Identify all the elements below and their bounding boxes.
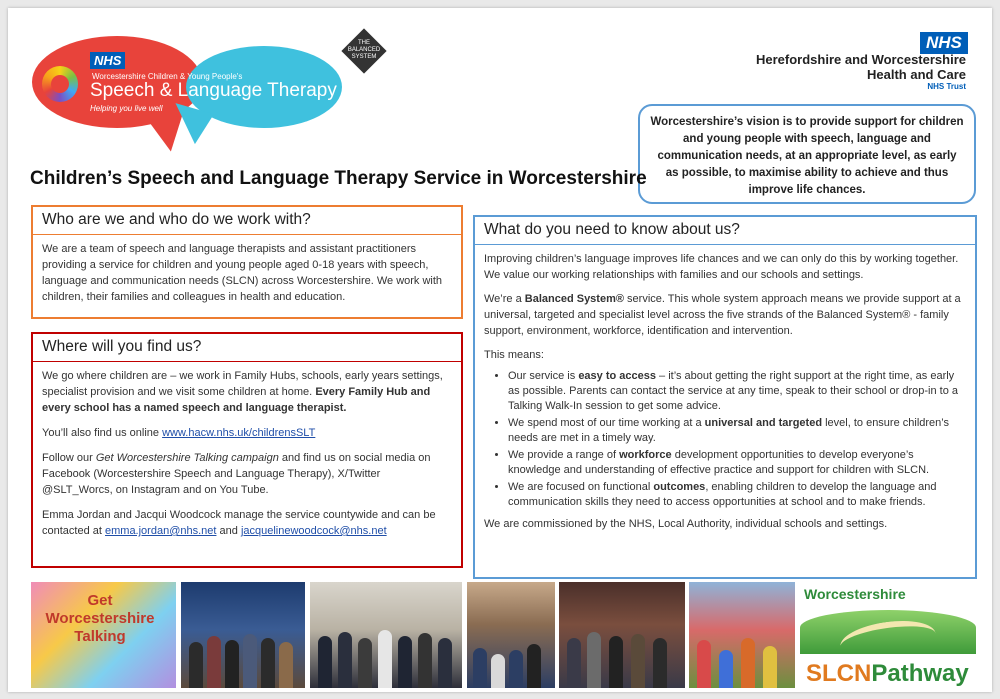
where-paragraph-4	[42, 507, 452, 539]
what-section	[473, 215, 977, 579]
school-children-photo	[467, 582, 555, 688]
trust-name-line2: Health and Care	[867, 67, 966, 82]
where-paragraph-3	[42, 450, 452, 498]
what-heading: What do you need to know about us?	[484, 221, 740, 238]
page-title: Children’s Speech and Language Therapy Service in Worcestershire	[30, 168, 647, 189]
logo-nhs-badge: NHS	[90, 52, 125, 69]
slcn-logo-top-text: Worcestershire	[804, 586, 906, 602]
slcn-pathway-logo	[800, 582, 976, 688]
list-item: • We spend most of our time working at a universal and targeted level, to ensure children’s needs are met in a timely way.	[508, 416, 966, 446]
trust-name-line1: Herefordshire and Worcestershire	[756, 52, 966, 67]
what-p2-end: service. This whole system approach means we provide support at a universal, targeted and specialist level across the five strands of the Balanced System® - family support, environment, workforce, identification and intervention.	[484, 293, 961, 337]
where-p2-text: You’ll also find us online	[42, 427, 160, 439]
where-section	[31, 332, 463, 568]
where-p4-and: and	[219, 525, 238, 537]
who-heading: Who are we and who do we work with?	[42, 211, 311, 228]
logo-subtitle: Worcestershire Children & Young People's	[92, 72, 243, 81]
logo-tagline: Helping you live well	[90, 104, 163, 113]
email-link-jacqui[interactable]: jacquelinewoodcock@nhs.net	[240, 525, 387, 537]
what-paragraph-1: Improving children’s language improves life chances and we can only do this by working together. We value our working relationships with families and our schools and settings.	[484, 253, 959, 281]
team-photo-1	[181, 582, 305, 688]
trust-nhs-badge: NHS	[920, 32, 968, 54]
where-heading: Where will you find us?	[42, 338, 202, 355]
list-item: • We provide a range of workforce development opportunities to develop everyone’s knowledge and understanding of effective practice and support for children with SLCN.	[508, 448, 966, 478]
where-paragraph-1	[42, 368, 452, 416]
logo-swirl-icon	[42, 66, 78, 102]
where-p4-text: Emma Jordan and Jacqui Woodcock manage the service countywide and can be contacted at	[42, 509, 436, 537]
what-p2-bold: Balanced System®	[524, 293, 624, 305]
where-p1-bold: Every Family Hub and every school has a named speech and language therapist.	[42, 386, 431, 414]
website-link[interactable]: www.hacw.nhs.uk/childrensSLT	[162, 427, 316, 439]
email-link-emma[interactable]: emma.jordan@nhs.net	[105, 525, 217, 537]
where-p3-campaign: Get Worcestershire Talking campaign	[95, 452, 279, 464]
where-paragraph-2	[42, 425, 452, 441]
list-item: • Our service is easy to access – it’s about getting the right support at the right time, as early as possible. Parents can contact the service at any time, speak to their school or drop-in to a Talking Walk-In session to get some advice.	[508, 369, 966, 414]
list-item: • We are focused on functional outcomes, enabling children to develop the language and communication skills they need to access opportunities at school and to make friends.	[508, 480, 966, 510]
event-photo	[689, 582, 795, 688]
balanced-system-logo-text: THE BALANCED SYSTEM	[347, 40, 381, 60]
who-section	[31, 205, 463, 319]
award-photo	[559, 582, 685, 688]
what-bullet-list	[484, 369, 966, 510]
leaflet-page	[8, 8, 992, 692]
who-body: We are a team of speech and language therapists and assistant practitioners providing a service for children and young people aged 0-18 years with speech, language and communication needs (SLCN) across Worcestershire. We work with children, their families and colleagues in health and education.	[42, 243, 443, 303]
trust-suffix: NHS Trust	[927, 82, 966, 91]
what-paragraph-4: We are commissioned by the NHS, Local Authority, individual schools and settings.	[484, 518, 888, 530]
team-photo-2	[310, 582, 462, 688]
where-p1-text: We go where children are – we work in Family Hubs, schools, early years settings, specialist provision and we visit some children at home.	[42, 370, 443, 398]
trust-name	[756, 52, 966, 82]
slcn-logo-bottom-text: SLCNPathway	[806, 660, 969, 687]
vision-statement: Worcestershire’s vision is to provide support for children and young people with speech, language and communication needs, at an appropriate level, as early as possible, to maximise ability to achieve and thus improve life chances.	[638, 104, 976, 204]
logo-title: Speech & Language Therapy	[90, 80, 337, 101]
where-p3-end: and find us on social media on Facebook (Worcestershire Speech and Language Therapy), X/Twitter @SLT_Worcs, on Instagram and on You Tube.	[42, 452, 431, 496]
where-p3-text: Follow our	[42, 452, 93, 464]
what-paragraph-3: This means:	[484, 349, 544, 361]
what-p2-text: We’re a	[484, 293, 522, 305]
what-paragraph-2	[484, 291, 966, 339]
get-worcestershire-talking-image	[31, 582, 176, 688]
gwt-image-text: Get Worcestershire Talking	[45, 592, 155, 645]
